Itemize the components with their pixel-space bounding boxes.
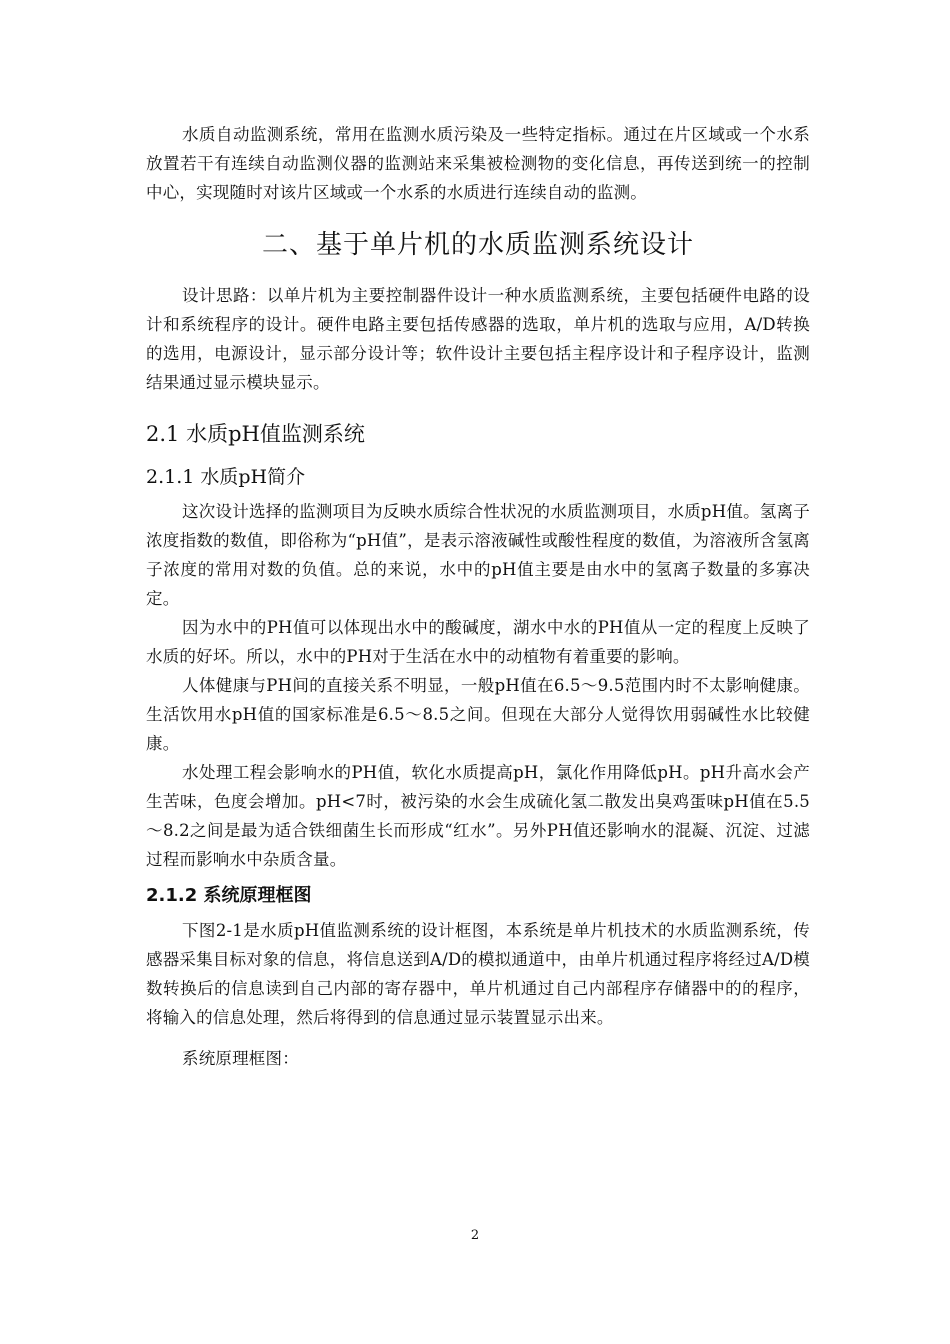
intro-paragraph: 水质自动监测系统，常用在监测水质污染及一些特定指标。通过在片区域或一个水系放置若干有连续自动监测仪器的监测站来采集被检测物的变化信息，再传送到统一的控制中心，实现随时对该片区域或一个水系的水质进行连续自动的监测。: [146, 125, 810, 202]
page-number: 2: [470, 1228, 480, 1243]
block-diagram-label: 系统原理框图：: [182, 1049, 299, 1068]
page-content: [146, 120, 810, 1073]
ph-paragraph-1: 这次设计选择的监测项目为反映水质综合性状况的水质监测项目，水质pH值。氢离子浓度指数的数值，即俗称为“pH值”，是表示溶液碱性或酸性程度的数值，为溶液所含氢离子浓度的常用对数的负值。总的来说，水中的pH值主要是由水中的氢离子数量的多寡决定。: [146, 502, 810, 608]
ph-paragraph-4: 水处理工程会影响水的PH值，软化水质提高pH，氯化作用降低pH。pH升高水会产生苦味，色度会增加。pH<7时，被污染的水会生成硫化氢二散发出臭鸡蛋味pH值在5.5～8.2之间是最为适合铁细菌生长而形成“红水”。另外PH值还影响水的混凝、沉淀、过滤过程而影响水中杂质含量。: [146, 763, 810, 869]
design-paragraph: 设计思路：以单片机为主要控制器件设计一种水质监测系统，主要包括硬件电路的设计和系统程序的设计。硬件电路主要包括传感器的选取，单片机的选取与应用，A/D转换的选用，电源设计，显示部分设计等；软件设计主要包括主程序设计和子程序设计，监测结果通过显示模块显示。: [146, 286, 810, 392]
block-diagram-title: 2.1.2 系统原理框图: [146, 885, 312, 906]
subsection-title: 2.1 水质pH值监测系统: [146, 422, 365, 446]
ph-paragraph-3: 人体健康与PH间的直接关系不明显，一般pH值在6.5～9.5范围内时不太影响健康。生活饮用水pH值的国家标准是6.5～8.5之间。但现在大部分人觉得饮用弱碱性水比较健康。: [146, 676, 810, 753]
spacer: [146, 1032, 810, 1044]
block-diagram-paragraph: 下图2-1是水质pH值监测系统的设计框图，本系统是单片机技术的水质监测系统，传感器采集目标对象的信息，将信息送到A/D的模拟通道中，由单片机通过程序将经过A/D模数转换后的信息读到自己内部的寄存器中，单片机通过自己内部程序存储器中的的程序，将输入的信息处理，然后将得到的信息通过显示装置显示出来。: [146, 921, 810, 1027]
ph-paragraph-2: 因为水中的PH值可以体现出水中的酸碱度，湖水中水的PH值从一定的程度上反映了水质的好坏。所以，水中的PH对于生活在水中的动植物有着重要的影响。: [146, 618, 810, 666]
section-title: 二、基于单片机的水质监测系统设计: [261, 230, 694, 260]
ph-intro-title: 2.1.1 水质pH简介: [146, 466, 306, 488]
